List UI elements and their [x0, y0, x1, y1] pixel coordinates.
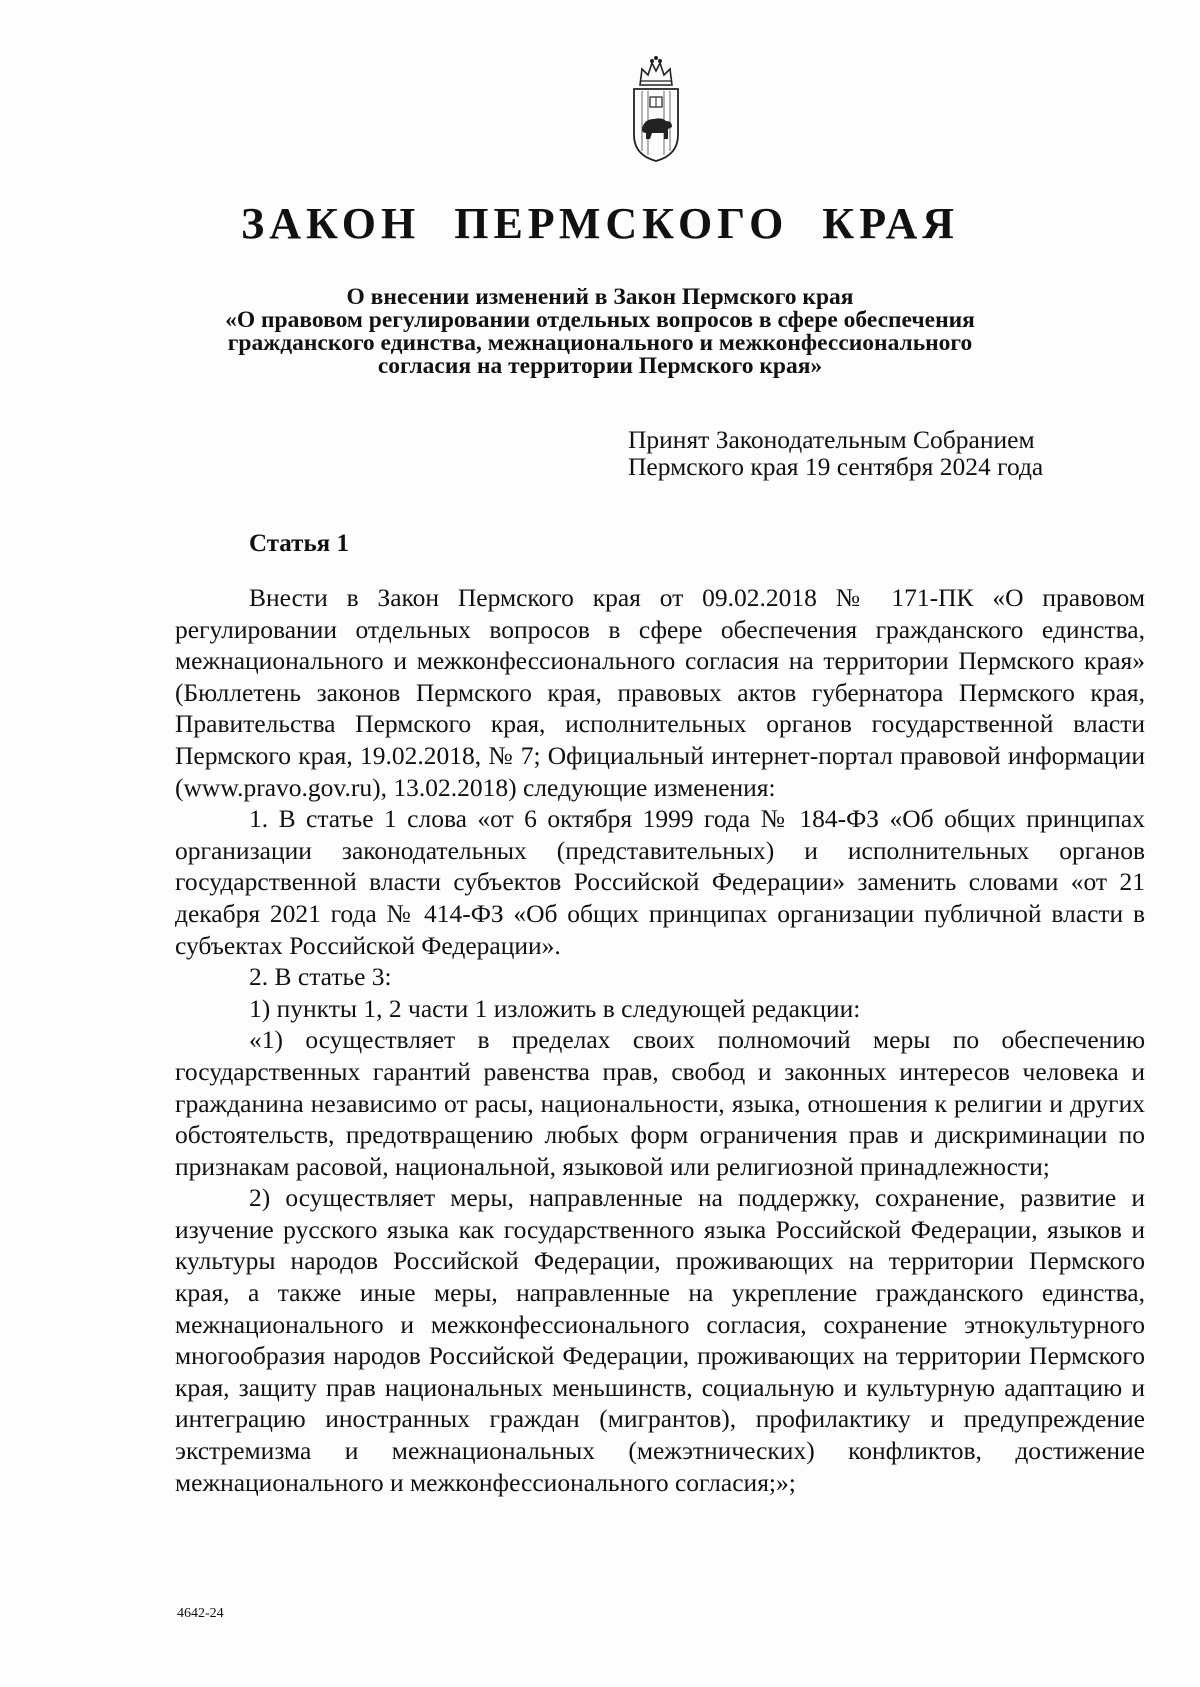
document-code: 4642-24	[177, 1606, 224, 1621]
body-paragraph: 2. В статье 3:	[249, 962, 392, 992]
adoption-note	[628, 426, 1043, 480]
adoption-line: Пермского края 19 сентября 2024 года	[628, 452, 1044, 481]
body-paragraph: 2) осуществляет меры, направленные на поддержку, сохранение, развитие и изучение русского языка как государственного языка Российской Федерации, языков и культуры народов Российской Федерации, проживающих на территории Пермского края, а также иные меры, направленные на укрепление гражданского единства, межнационального и межконфессионального согласия, сохранение этнокультурного многообразия народов Российской Федерации, проживающих на территории Пермского края, защиту прав национальных меньшинств, социальную и культурную адаптацию и интеграцию иностранных граждан (мигрантов), профилактику и предупреждение экстремизма и межнациональных (межэтнических) конфликтов, достижение межнационального и межконфессионального согласия;»;	[175, 1183, 1145, 1497]
law-title: ЗАКОН ПЕРМСКОГО КРАЯ	[240, 199, 960, 248]
subtitle-line: согласия на территории Пермского края»	[377, 353, 823, 379]
subtitle-line: О внесении изменений в Закон Пермского края	[346, 284, 854, 310]
adoption-line: Принят Законодательным Собранием	[628, 425, 1035, 454]
subtitle-line: гражданского единства, межнационального и межконфессионального	[227, 330, 973, 356]
body-paragraph: Внести в Закон Пермского края от 09.02.2018 № 171-ПК «О правовом регулировании отдельных вопросов в сфере обеспечения гражданского единства, межнационального и межконфессионального согласия на территории Пермского края» (Бюллетень законов Пермского края, правовых актов губернатора Пермского края, Правительства Пермского края, исполнительных органов государственной власти Пермского края, 19.02.2018, № 7; Официальный интернет-портал правовой информации (www.pravo.gov.ru), 13.02.2018) следующие изменения:	[175, 583, 1145, 802]
body-paragraph: «1) осуществляет в пределах своих полномочий меры по обеспечению государственных гарантий равенства прав, свобод и законных интересов человека и гражданина независимо от расы, национальности, языка, отношения к религии и других обстоятельств, предотвращению любых форм ограничения прав и дискриминации по признакам расовой, национальной, языковой или религиозной принадлежности;	[175, 1025, 1145, 1181]
article-body	[175, 582, 1145, 1498]
perm-krai-coat-of-arms-icon	[626, 55, 686, 165]
subtitle-line: «О правовом регулировании отдельных вопросов в сфере обеспечения	[225, 307, 975, 333]
body-paragraph: 1. В статье 1 слова «от 6 октября 1999 года № 184-ФЗ «Об общих принципах организации законодательных (представительных) и исполнительных органов государственной власти субъектов Российской Федерации» заменить словами «от 21 декабря 2021 года № 414-ФЗ «Об общих принципах организации публичной власти в субъектах Российской Федерации».	[175, 804, 1145, 960]
article-heading: Статья 1	[249, 530, 349, 557]
law-subtitle	[150, 286, 1050, 378]
body-paragraph: 1) пункты 1, 2 части 1 изложить в следующей редакции:	[249, 993, 861, 1023]
